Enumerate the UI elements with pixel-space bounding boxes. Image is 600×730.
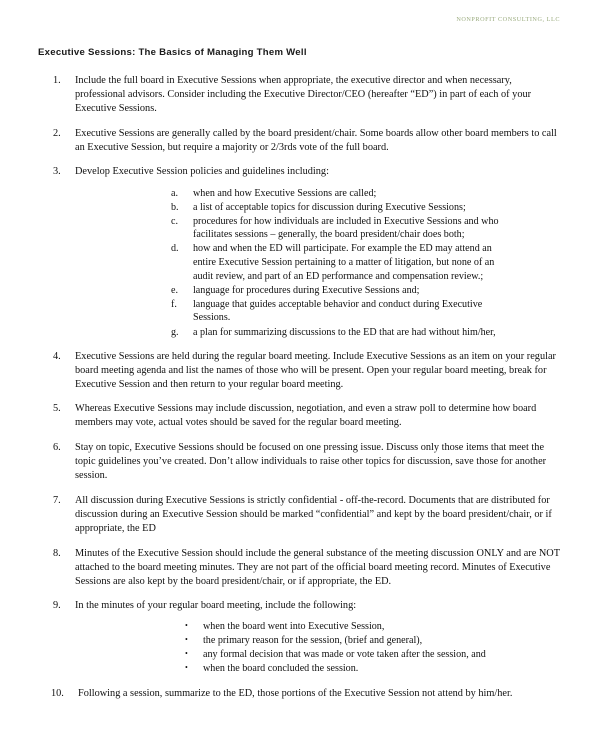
bullet-list-item-text: when the board went into Executive Session, — [203, 620, 385, 632]
sub-list-item-marker: b. — [171, 201, 179, 213]
sub-list-item-text: language for procedures during Executive Sessions and; — [193, 284, 420, 296]
list-item-marker: 6. — [53, 442, 61, 454]
sub-list-item-marker: e. — [171, 284, 179, 296]
list-item-marker: 5. — [53, 403, 61, 415]
bullet-list-item — [75, 662, 560, 676]
list-item — [0, 165, 600, 339]
list-item-text: All discussion during Executive Sessions is strictly confidential - off-the-record. Documents that are distributed for discussion during an Executive Session should be marked “confidential” and kept by the board president/chair, or if appropriate, the ED — [75, 494, 552, 535]
bullet-icon: • — [185, 620, 188, 630]
sub-list-item-marker: g. — [171, 326, 179, 338]
running-header: NONPROFIT CONSULTING, LLC — [456, 16, 560, 23]
bullet-list-item-text: the primary reason for the session, (brief and general), — [203, 634, 423, 646]
list-item-text: Develop Executive Session policies and guidelines including: — [75, 166, 329, 178]
bullet-icon: • — [185, 648, 188, 658]
bullet-list-item — [75, 620, 560, 634]
list-item — [0, 74, 600, 116]
list-item-marker: 9. — [53, 600, 61, 612]
list-item — [0, 494, 600, 536]
list-item — [0, 127, 600, 155]
list-item-text: Following a session, summarize to the ED, those portions of the Executive Session not attend by him/her. — [78, 687, 513, 699]
sub-list-item — [75, 284, 560, 298]
sub-list-item — [75, 298, 560, 325]
bullet-list-item-text: any formal decision that was made or vote taken after the session, and — [203, 648, 486, 660]
sub-list-item-text: when and how Executive Sessions are called; — [193, 187, 377, 199]
sub-list — [75, 187, 560, 340]
list-item — [0, 687, 600, 701]
list-item-marker: 8. — [53, 547, 61, 559]
list-item — [0, 441, 600, 483]
list-item — [0, 599, 600, 676]
bullet-list-item — [75, 634, 560, 648]
list-item-text: Whereas Executive Sessions may include discussion, negotiation, and even a straw poll to determine how board members may vote, actual votes should be saved for the regular board meeting. — [75, 403, 537, 429]
sub-list-item — [75, 242, 560, 283]
list-item-marker: 3. — [53, 166, 61, 178]
list-item-text: Executive Sessions are held during the regular board meeting. Include Executive Sessions as an item on your regular board meeting agenda and list the names of those who will be present. Open your regular board meeting, break for Executive Session and then return to your regular board meeting. — [75, 350, 556, 390]
sub-list-item — [75, 215, 560, 242]
sub-list-item-marker: d. — [171, 243, 179, 255]
bullet-icon: • — [185, 634, 188, 644]
list-item-text: In the minutes of your regular board meeting, include the following: — [75, 600, 357, 612]
sub-list-item-marker: c. — [171, 215, 179, 227]
sub-list-item — [75, 326, 560, 340]
bullet-list — [75, 620, 560, 677]
list-item-marker: 7. — [53, 494, 61, 506]
list-item-text: Include the full board in Executive Sessions when appropriate, the executive director and when necessary, professional advisors. Consider including the Executive Director/CEO (hereafter “ED”) in part of each of your Executive Sessions. — [75, 75, 532, 115]
list-item — [0, 547, 600, 589]
list-item-marker: 1. — [53, 75, 61, 86]
sub-list-item-text: language that guides acceptable behavior and conduct during Executive Sessions. — [193, 298, 483, 324]
list-item-marker: 10. — [51, 687, 64, 699]
page-title: Executive Sessions: The Basics of Managing Them Well — [38, 47, 307, 58]
sub-list-item-text: a plan for summarizing discussions to the ED that are had without him/her, — [193, 326, 496, 338]
bullet-list-item-text: when the board concluded the session. — [203, 663, 359, 675]
bullet-list-item — [75, 648, 560, 662]
list-item — [0, 402, 600, 430]
sub-list-item — [75, 187, 560, 201]
list-item-text: Minutes of the Executive Session should include the general substance of the meeting discussion ONLY and are NOT attached to the board meeting minutes. They are not part of the official board meeting record. Minutes of Executive Sessions are also kept by the board president/chair, or if appropriate, the ED. — [75, 547, 560, 587]
list-item-text: Stay on topic, Executive Sessions should be focused on one pressing issue. Discuss only those items that meet the topic guidelines you’ve created. Don’t allow individuals to raise other topics for discussion, save those for another session. — [75, 442, 547, 482]
bullet-icon: • — [185, 663, 188, 673]
sub-list-item-marker: a. — [171, 187, 179, 199]
sub-list-item — [75, 201, 560, 215]
sub-list-item-text: how and when the ED will participate. For example the ED may attend an entire Executive Session pertaining to a matter of litigation, but none of an audit review, and part of an ED performance and compensation review.; — [193, 243, 495, 282]
sub-list-item-text: procedures for how individuals are included in Executive Sessions and who facilitates sessions – generally, the board president/chair does both; — [193, 215, 499, 241]
list-item-marker: 2. — [53, 127, 61, 139]
list-item-text: Executive Sessions are generally called by the board president/chair. Some boards allow other board members to call an Executive Session, but require a majority or 2/3rds vote of the full board. — [75, 127, 557, 153]
sub-list-item-marker: f. — [171, 298, 177, 310]
list-item — [0, 350, 600, 392]
list-item-marker: 4. — [53, 350, 61, 362]
sub-list-item-text: a list of acceptable topics for discussion during Executive Sessions; — [193, 201, 466, 213]
document-body — [0, 74, 600, 711]
